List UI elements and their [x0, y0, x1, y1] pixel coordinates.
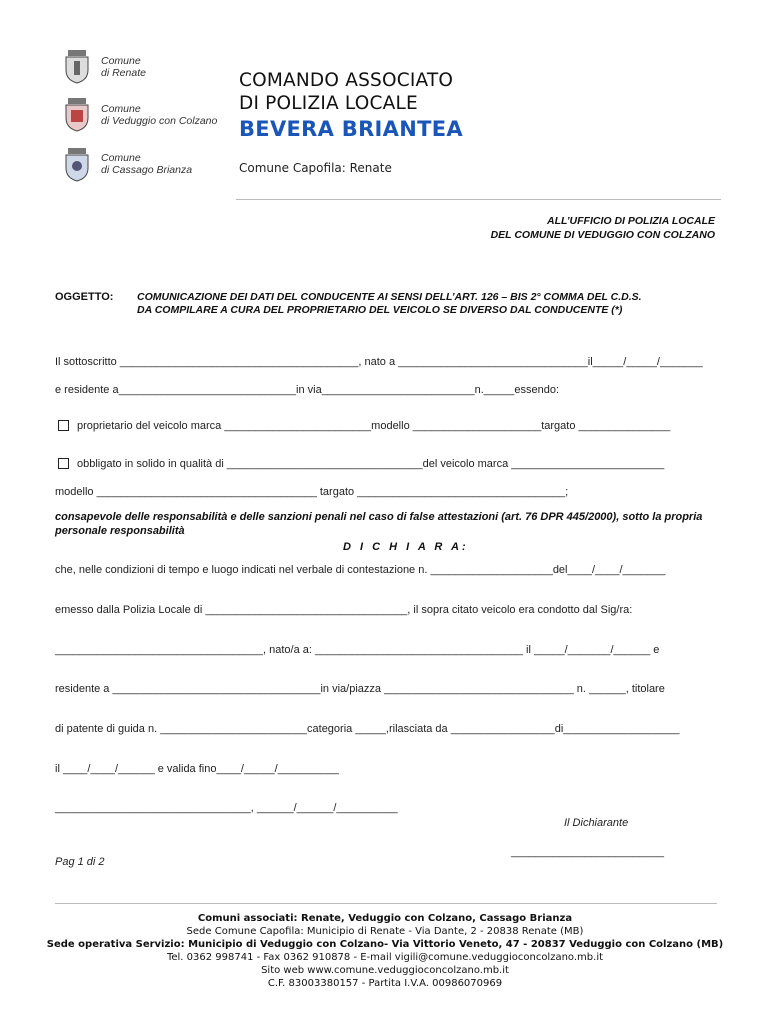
footer-line1: Comuni associati: Renate, Veduggio con Colzano, Cassago Brianza	[197, 913, 573, 924]
residente-line[interactable]: residente a __________________________________in via/piazza _______________________________ n. ______, titolare	[55, 683, 665, 695]
consapevole-text: consapevole delle responsabilità e delle sanzioni penali nel caso di false attestazioni (art. 76 DPR 445/2000), sotto la propria personale responsabilità	[55, 511, 703, 537]
oggetto-line2: DA COMPILARE A CURA DEL PROPRIETARIO DEL VEICOLO SE DIVERSO DAL CONDUCENTE (*)	[137, 304, 623, 316]
footer-line4: Tel. 0362 998741 - Fax 0362 910878 - E-mail vigili@comune.veduggioconcolzano.mb.it	[166, 952, 604, 963]
header-divider	[236, 199, 721, 200]
sottoscritto-line[interactable]: Il sottoscritto _______________________________________, nato a _______________________________il_____/_____/_______	[55, 356, 703, 368]
patente-line[interactable]: di patente di guida n. ________________________categoria _____,rilasciata da _________________di___________________	[55, 723, 680, 735]
oggetto-text	[137, 291, 642, 317]
comune-name: di Veduggio con Colzano	[101, 115, 218, 127]
comune-word: Comune	[101, 152, 141, 164]
footer-line2: Sede Comune Capofila: Municipio di Renate - Via Dante, 2 - 20838 Renate (MB)	[186, 926, 584, 937]
header-title-line1: COMANDO ASSOCIATO	[239, 70, 454, 91]
signature-line[interactable]: _________________________	[511, 846, 664, 858]
comune-name: di Cassago Brianza	[101, 164, 193, 176]
comune-renate-label	[101, 55, 146, 79]
comune-word: Comune	[101, 103, 141, 115]
modello-line[interactable]: modello ____________________________________ targato __________________________________;	[55, 486, 569, 498]
proprietario-checkbox[interactable]	[58, 420, 69, 431]
footer-divider	[55, 903, 717, 904]
veduggio-crest-icon	[63, 96, 91, 132]
conducente-line[interactable]: __________________________________, nato/a a: __________________________________ il _____/_______/______ e	[55, 644, 660, 656]
comune-cassago-label	[101, 152, 192, 176]
header-title-line3: BEVERA BRIANTEA	[239, 117, 463, 141]
footer-line5: Sito web www.comune.veduggioconcolzano.mb.it	[261, 965, 509, 976]
proprietario-line[interactable]: proprietario del veicolo marca ________________________modello _____________________targato _______________	[77, 420, 671, 432]
footer-line3: Sede operativa Servizio: Municipio di Veduggio con Colzano- Via Vittorio Veneto, 47 - 20837 Veduggio con Colzano (MB)	[46, 939, 724, 950]
verbale-line[interactable]: che, nelle condizioni di tempo e luogo indicati nel verbale di contestazione n. ____________________del____/____/_______	[55, 564, 666, 576]
recipient-line1: ALL’UFFICIO DI POLIZIA LOCALE	[547, 215, 715, 227]
page-number: Pag 1 di 2	[55, 856, 105, 868]
validita-line[interactable]: il ____/____/______ e valida fino____/_____/__________	[55, 763, 339, 775]
dichiarante-label: Il Dichiarante	[564, 817, 629, 829]
cassago-crest-icon	[63, 146, 91, 182]
obbligato-checkbox[interactable]	[58, 458, 69, 469]
dichiara-heading: D I C H I A R A:	[343, 541, 469, 553]
footer	[0, 912, 770, 990]
oggetto-label: OGGETTO:	[55, 291, 114, 303]
recipient-block	[491, 214, 715, 242]
luogo-data-line[interactable]: ________________________________, ______/______/__________	[55, 802, 398, 814]
oggetto-line1: COMUNICAZIONE DEI DATI DEL CONDUCENTE AI SENSI DELL’ART. 126 – BIS 2° COMMA DEL C.D.S.	[137, 291, 642, 303]
polizia-locale-line[interactable]: emesso dalla Polizia Locale di _________________________________, il sopra citato veicolo era condotto dal Sig/ra:	[55, 604, 633, 616]
renate-crest-icon	[63, 48, 91, 84]
comune-name: di Renate	[101, 67, 146, 79]
capofila-label: Comune Capofila: Renate	[239, 161, 392, 175]
residenza-line[interactable]: e residente a_____________________________in via_________________________n._____essendo:	[55, 384, 560, 396]
comune-word: Comune	[101, 55, 141, 67]
footer-line6: C.F. 83003380157 - Partita I.V.A. 00986070969	[267, 978, 503, 989]
header-title-line2: DI POLIZIA LOCALE	[239, 93, 418, 114]
comune-veduggio-label	[101, 103, 217, 127]
obbligato-line[interactable]: obbligato in solido in qualità di ________________________________del veicolo marca _________________________	[77, 458, 665, 470]
recipient-line2: DEL COMUNE DI VEDUGGIO CON COLZANO	[490, 229, 715, 241]
